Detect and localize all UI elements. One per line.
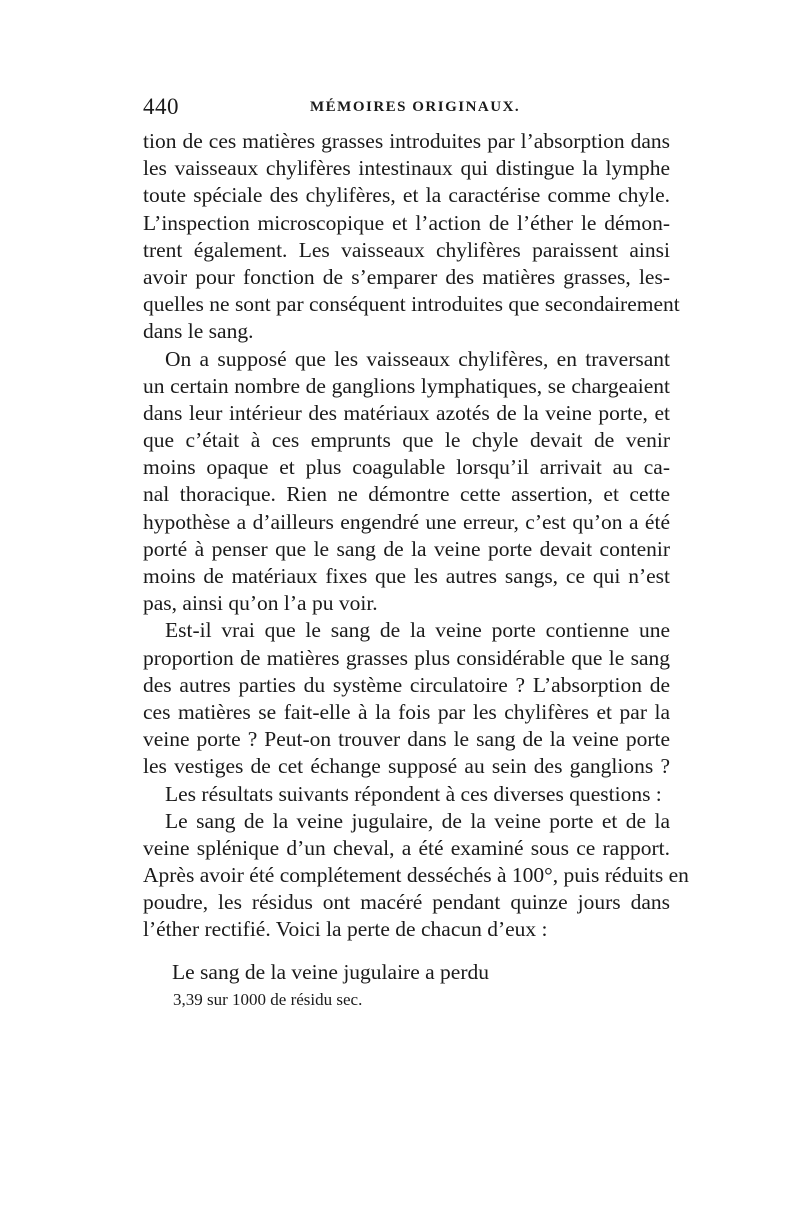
- text-line: veine splénique d’un cheval, a été examiné sous ce rapport.: [143, 835, 670, 860]
- text-line: avoir pour fonction de s’emparer des matières grasses, les-: [143, 264, 670, 289]
- text-line: quelles ne sont par conséquent introduites que secondairement: [143, 292, 680, 317]
- text-line: l’éther rectifié. Voici la perte de chacun d’eux :: [143, 917, 548, 942]
- paragraph: [143, 128, 680, 346]
- paragraph: [143, 808, 689, 944]
- paragraph: [143, 617, 670, 780]
- text-line: nal thoracique. Rien ne démontre cette assertion, et cette: [143, 482, 670, 507]
- text-line: hypothèse a d’ailleurs engendré une erreur, c’est qu’on a été: [143, 509, 670, 534]
- result-line: Le sang de la veine jugulaire a perdu: [172, 959, 489, 984]
- text-line: toute spéciale des chylifères, et la caractérise comme chyle.: [143, 183, 670, 208]
- spacer: [143, 944, 670, 959]
- text-line: tion de ces matières grasses introduites par l’absorption dans: [143, 129, 670, 153]
- text-line: L’inspection microscopique et l’action de l’éther le démon-: [143, 210, 670, 235]
- text-line: un certain nombre de ganglions lymphatiques, se chargeaient: [143, 373, 670, 398]
- text-line: poudre, les résidus ont macéré pendant quinze jours dans: [143, 890, 670, 915]
- text-line: que c’était à ces emprunts que le chyle devait de venir: [143, 428, 670, 453]
- paragraph: [143, 781, 670, 808]
- text-line: dans le sang.: [143, 319, 254, 344]
- text-line: des autres parties du système circulatoire ? L’absorption de: [143, 672, 670, 697]
- result-value: 3,39 sur 1000 de résidu sec.: [173, 989, 363, 1009]
- text-line: les vestiges de cet échange supposé au sein des ganglions ?: [143, 754, 670, 779]
- text-line: moins opaque et plus coagulable lorsqu’il arrivait au ca-: [143, 455, 670, 480]
- text-line: ces matières se fait-elle à la fois par les chylifères et par la: [143, 699, 670, 724]
- text-line: proportion de matières grasses plus considérable que le sang: [143, 645, 670, 670]
- text-line: porté à penser que le sang de la veine porte devait contenir: [143, 536, 670, 561]
- page-header: [143, 94, 670, 124]
- running-head: MÉMOIRES ORIGINAUX.: [310, 99, 521, 115]
- text-line: Le sang de la veine jugulaire, de la veine porte et de la: [165, 808, 670, 833]
- text-line: Les résultats suivants répondent à ces diverses questions :: [165, 781, 662, 806]
- text-line: Est-il vrai que le sang de la veine porte contienne une: [165, 618, 670, 643]
- text-line: On a supposé que les vaisseaux chylifères, en traversant: [165, 346, 670, 371]
- text-line: les vaisseaux chylifères intestinaux qui distingue la lymphe: [143, 156, 670, 181]
- text-line: Après avoir été complétement desséchés à 100°, puis réduits en: [143, 863, 689, 888]
- text-line: pas, ainsi qu’on l’a pu voir.: [143, 591, 378, 616]
- text-line: moins de matériaux fixes que les autres sangs, ce qui n’est: [143, 564, 670, 588]
- page-number: 440: [143, 94, 179, 119]
- text-line: veine porte ? Peut-on trouver dans le sang de la veine porte: [143, 727, 670, 752]
- results-block: [143, 959, 670, 1013]
- paragraph: [143, 346, 670, 618]
- body-text: [143, 128, 689, 1013]
- text-line: trent également. Les vaisseaux chylifères paraissent ainsi: [143, 237, 670, 262]
- text-line: dans leur intérieur des matériaux azotés de la veine porte, et: [143, 400, 670, 425]
